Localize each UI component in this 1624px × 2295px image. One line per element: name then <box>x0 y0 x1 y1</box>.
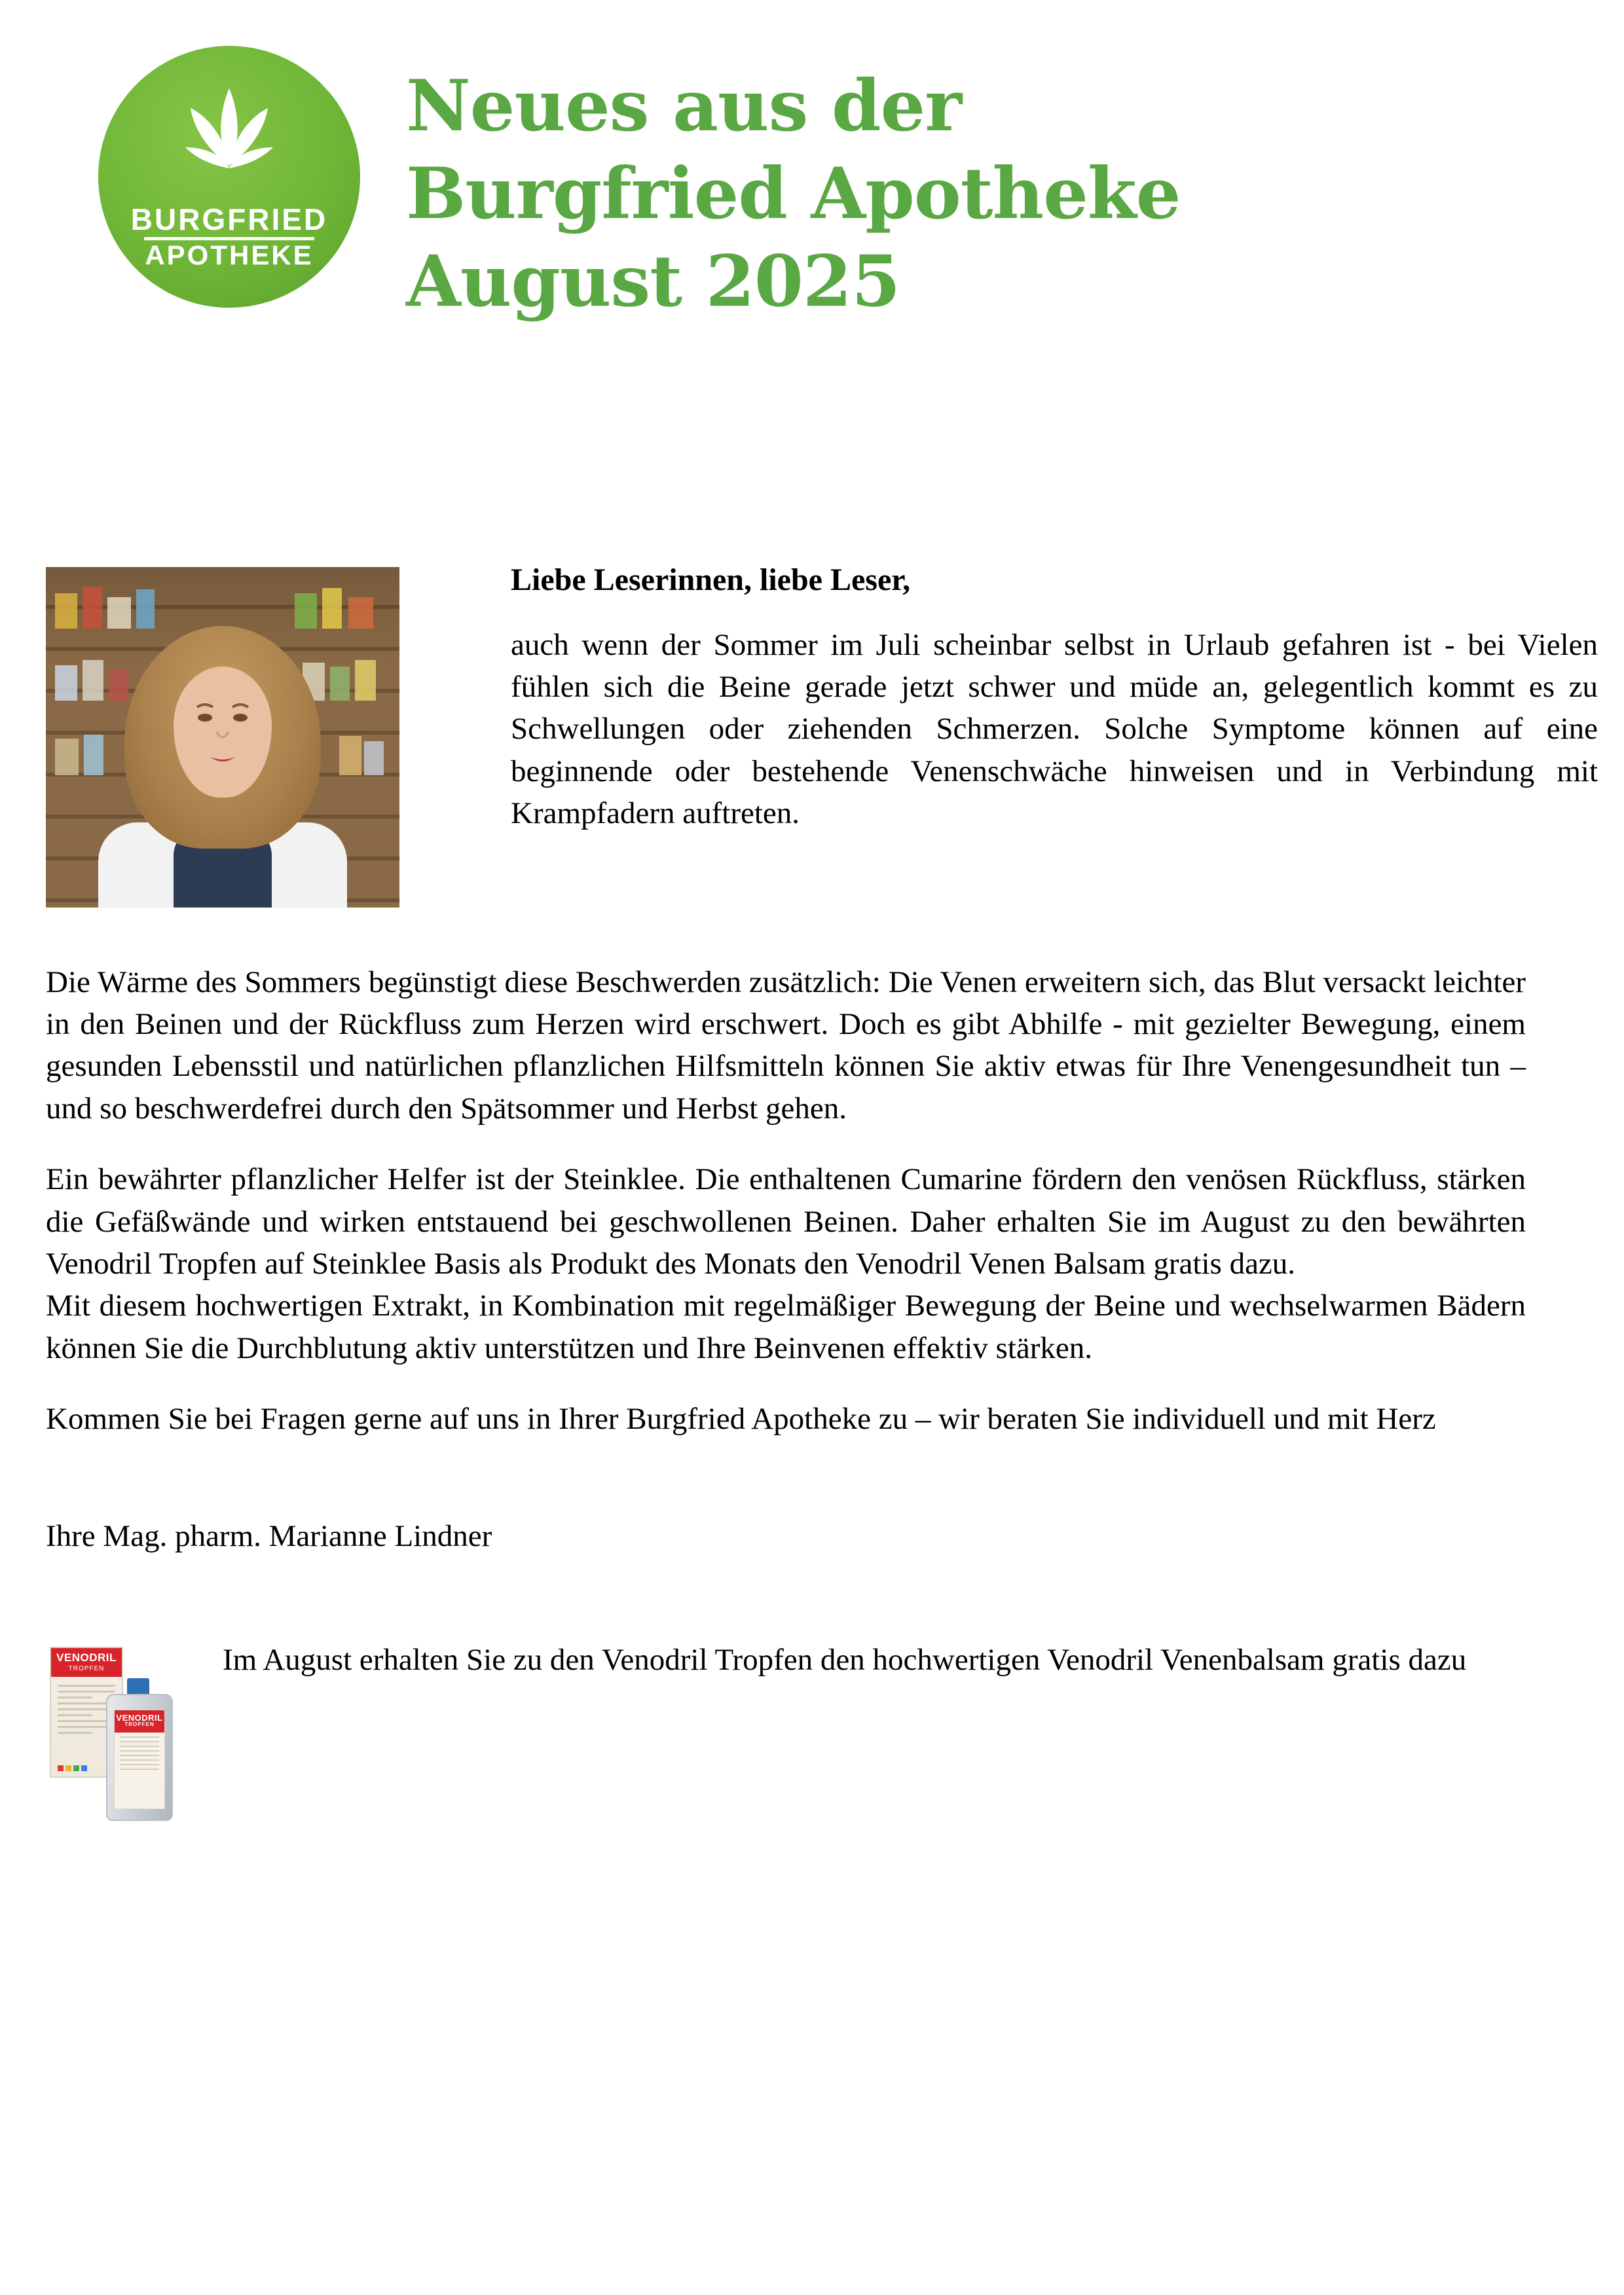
face-features <box>174 667 272 798</box>
intro-block <box>0 562 1624 928</box>
product-box-title: VENODRIL <box>56 1651 117 1664</box>
bottle-label-header <box>115 1710 164 1733</box>
letter-body <box>0 961 1624 1441</box>
paragraph-2: Die Wärme des Sommers begünstigt diese Beschwerden zusätzlich: Die Venen erweitern sich, das Blut versackt leichter in den Beinen und der Rückfluss zum Herzen wird erschwert. Doch es gibt Abhilfe - mit gezielter Bewegung, einem gesunden Lebensstil und natürlichen pflanzlichen Hilfsmitteln können Sie aktiv etwas für Ihre Venengesundheit tun – und so beschwerdefrei durch den Spätsommer und Herbst gehen. <box>46 964 1526 1126</box>
salutation: Liebe Leserinnen, liebe Leser, <box>511 562 911 597</box>
bottle-label-subtitle: TROPFEN <box>124 1721 155 1728</box>
page-title <box>406 63 1180 326</box>
header <box>0 0 1624 326</box>
title-line-1: Neues aus der <box>406 65 962 147</box>
pharmacist-portrait <box>46 567 399 908</box>
pharmacy-logo <box>98 46 360 308</box>
bottle-label <box>114 1710 165 1809</box>
logo-name-top: BURGFRIED <box>130 202 328 236</box>
bottle-cap <box>127 1678 149 1695</box>
logo-name-bottom: APOTHEKE <box>145 240 314 270</box>
bottle-label-text-lines <box>115 1733 164 1777</box>
paragraph-3: Ein bewährter pflanzlicher Helfer ist der Steinklee. Die enthaltenen Cumarine fördern den venösen Rückfluss, stärken die Gefäßwände und wirken entstauend bei geschwollenen Beinen. Daher erhalten Sie im August zu den bewährten Venodril Tropfen auf Steinklee Basis als Produkt des Monats den Venodril Venen Balsam gratis dazu. <box>46 1162 1526 1281</box>
paragraph-4: Mit diesem hochwertigen Extrakt, in Kombination mit regelmäßiger Bewegung der Beine und wechselwarmen Bädern können Sie die Durchblutung aktiv unterstützen und Ihre Beinvenen effektiv stärken. <box>46 1289 1526 1365</box>
title-line-3: August 2025 <box>406 240 900 323</box>
leaf-icon <box>147 82 311 200</box>
face <box>174 667 272 798</box>
bottle-body <box>106 1694 173 1821</box>
product-of-the-month <box>0 1639 1624 1829</box>
product-image <box>46 1639 210 1826</box>
signature: Ihre Mag. pharm. Marianne Lindner <box>46 1519 492 1554</box>
paragraph-5: Kommen Sie bei Fragen gerne auf uns in Ihrer Burgfried Apotheke zu – wir beraten Sie individuell und mit Herz <box>46 1402 1436 1437</box>
intro-text <box>511 562 1624 835</box>
product-caption: Im August erhalten Sie zu den Venodril Tropfen den hochwertigen Venodril Venenbalsam gratis dazu <box>223 1643 1467 1678</box>
title-line-2: Burgfried Apotheke <box>406 152 1181 235</box>
person-figure <box>115 626 331 908</box>
product-box-subtitle: TROPFEN <box>68 1665 105 1673</box>
bottle-label-title: VENODRIL <box>116 1713 163 1723</box>
paragraph-intro: auch wenn der Sommer im Juli scheinbar selbst in Urlaub gefahren ist - bei Vielen fühlen sich die Beine gerade jetzt schwer und müde an, gelegentlich kommt es zu Schwellungen oder ziehenden Schmerzen. Solche Symptome können auf eine beginnende oder bestehende Venenschwäche hinweisen und in Verbindung mit Krampfadern auftreten. <box>511 627 1598 831</box>
product-box-logo <box>58 1765 87 1771</box>
product-bottle <box>102 1678 174 1819</box>
